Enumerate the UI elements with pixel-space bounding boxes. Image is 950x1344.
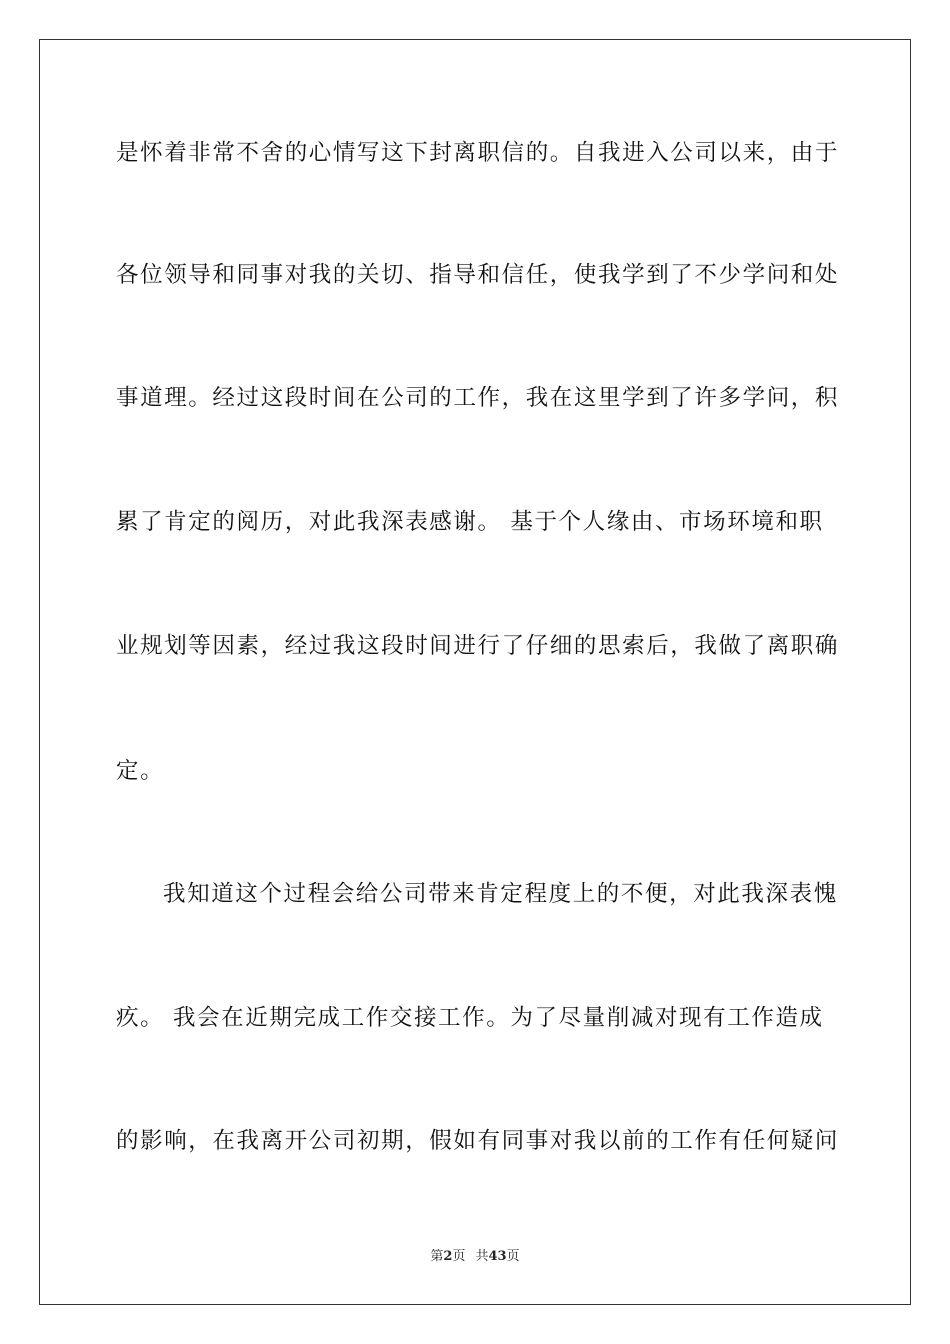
paragraph-line: 累了肯定的阅历，对此我深表感谢。 基于个人缘由、市场环境和职	[116, 509, 824, 535]
paragraph-line: 的影响，在我离开公司初期，假如有同事对我以前的工作有任何疑问	[116, 1128, 840, 1154]
paragraph-line: 是怀着非常不舍的心情写这下封离职信的。自我进入公司以来，由于	[116, 140, 840, 166]
page-prefix: 第	[430, 1249, 444, 1264]
paragraph-line: 事道理。经过这段时间在公司的工作，我在这里学到了许多学问，积	[116, 385, 840, 411]
paragraph-line: 业规划等因素，经过我这段时间进行了仔细的思索后，我做了离职确	[116, 633, 840, 659]
paragraph-line: 定。	[116, 758, 165, 784]
total-page-number: 43	[488, 1249, 507, 1264]
page-border	[39, 39, 911, 1305]
paragraph-line: 我知道这个过程会给公司带来肯定程度上的不便，对此我深表愧	[163, 881, 838, 907]
page-suffix: 页	[452, 1249, 466, 1264]
page-footer	[0, 1248, 950, 1266]
total-suffix: 页	[506, 1249, 520, 1264]
paragraph-line: 各位领导和同事对我的关切、指导和信任，使我学到了不少学问和处	[116, 262, 840, 288]
paragraph-line: 疚。 我会在近期完成工作交接工作。为了尽量削减对现有工作造成	[116, 1005, 824, 1031]
total-prefix: 共	[475, 1249, 489, 1264]
current-page-number: 2	[443, 1249, 453, 1264]
